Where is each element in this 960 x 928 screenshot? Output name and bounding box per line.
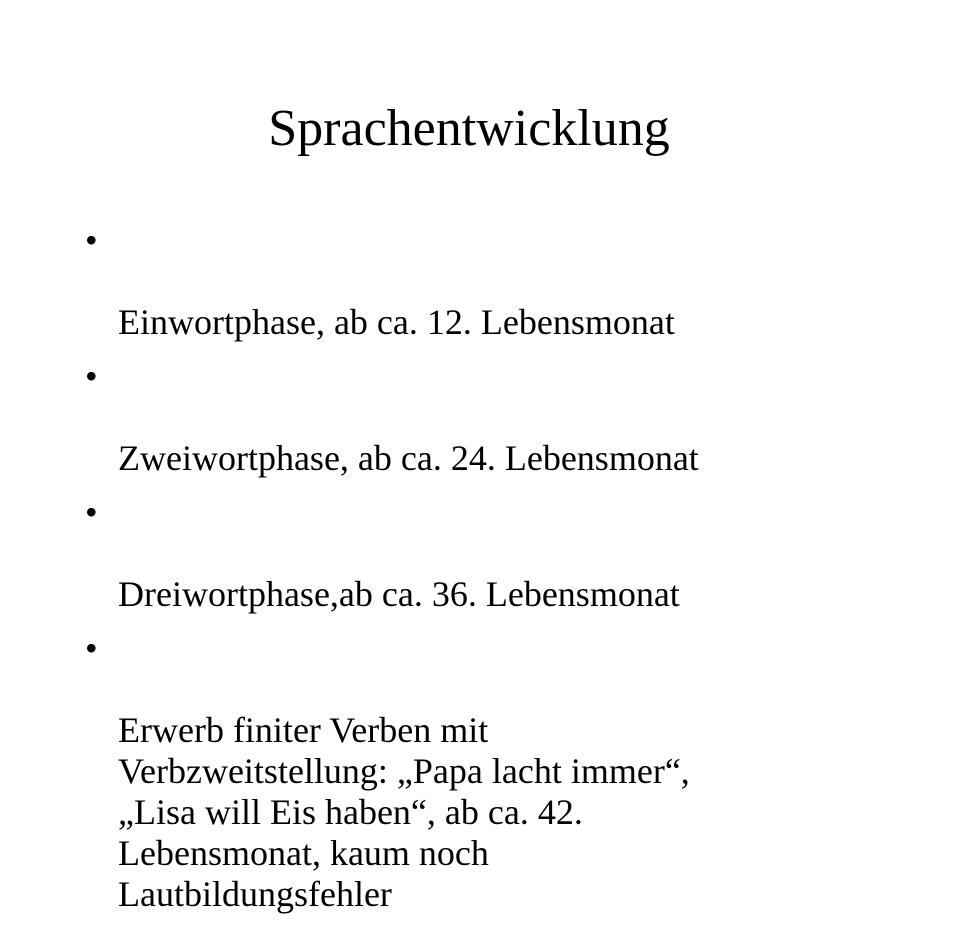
bullet-text: Zweiwortphase, ab ca. 24. Lebensmonat <box>118 438 699 478</box>
bullet-dot-icon: • <box>85 492 98 532</box>
bullet-list <box>85 220 825 928</box>
bullet-item <box>85 220 825 343</box>
bullet-dot-icon: • <box>85 628 98 668</box>
bullet-dot-icon: • <box>85 220 98 260</box>
bullet-item <box>85 356 825 479</box>
bullet-dot-icon: • <box>85 356 98 396</box>
bullet-text: Einwortphase, ab ca. 12. Lebensmonat <box>118 302 675 342</box>
bullet-item <box>85 492 825 615</box>
bullet-text: Erwerb finiter Verben mit Verbzweitstellung: „Papa lacht immer“, „Lisa will Eis haben“, ab ca. 42. Lebensmonat, kaum noch Lautbildungsfehler <box>118 710 690 914</box>
slide-title: Sprachentwicklung <box>268 100 670 157</box>
bullet-item <box>85 628 825 915</box>
bullet-text: Dreiwortphase,ab ca. 36. Lebensmonat <box>118 574 680 614</box>
